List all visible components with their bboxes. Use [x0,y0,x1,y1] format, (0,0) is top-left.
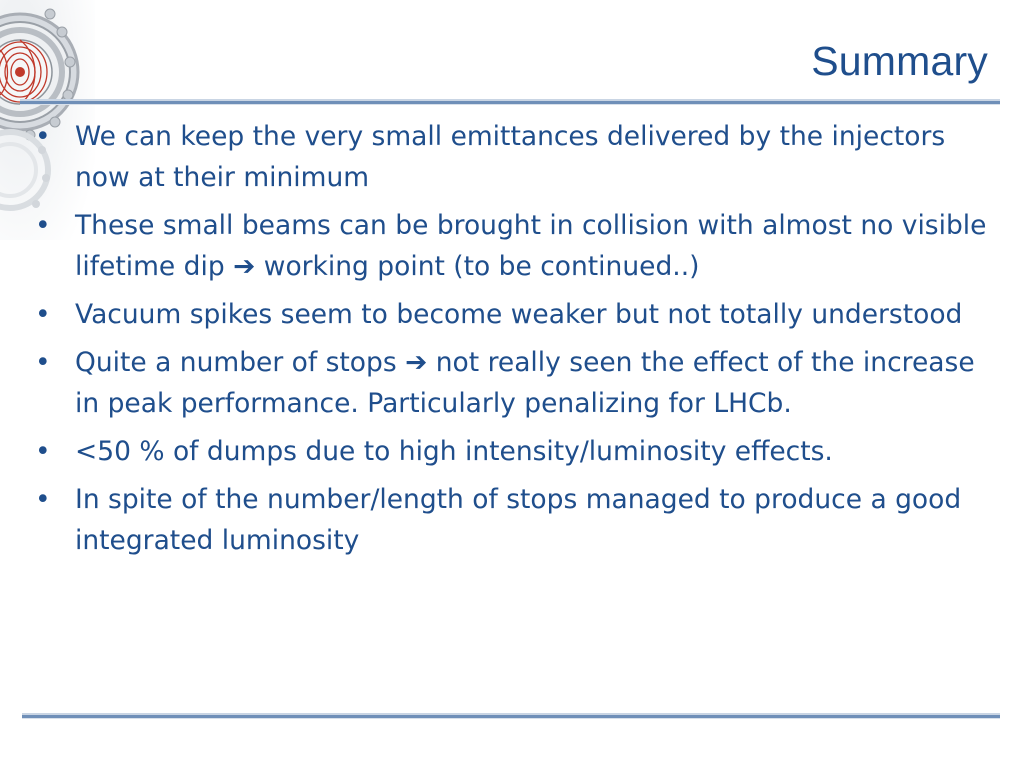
bullet-marker: • [35,436,51,467]
bullet-item-6 [30,479,1005,561]
bullet-marker: • [35,347,51,378]
bullet-text: In spite of the number/length of stops managed to produce a good integrated luminosity [75,484,962,556]
bullet-marker: • [35,121,51,152]
bullet-marker: • [35,299,51,330]
bullet-text-after: working point (to be continued..) [263,251,700,282]
footer-divider [22,713,1000,719]
bullet-text: <50 % of dumps due to high intensity/luminosity effects. [75,436,833,467]
title-divider [20,99,1000,105]
bullet-marker: • [35,484,51,515]
bullet-item-5 [30,431,1005,472]
bullet-text-after: not really seen the effect of the increase in peak performance. Particularly penalizing for LHCb. [75,347,975,419]
slide-title: Summary [811,38,988,84]
bullet-text-before: These small beams can be brought in collision with almost no visible lifetime dip [75,210,987,282]
bullet-item-1 [30,116,1005,198]
right-arrow-icon: ➔ [233,251,256,282]
bullet-text: We can keep the very small emittances delivered by the injectors now at their minimum [75,121,946,193]
bullet-item-3 [30,294,1005,335]
bullet-marker: • [35,210,51,241]
bullet-text: Vacuum spikes seem to become weaker but not totally understood [75,299,963,330]
bullet-text-before: Quite a number of stops [75,347,397,378]
bullet-list [30,116,1005,568]
bullet-item-2 [30,205,1005,287]
right-arrow-icon: ➔ [405,347,428,378]
bullet-item-4 [30,342,1005,424]
